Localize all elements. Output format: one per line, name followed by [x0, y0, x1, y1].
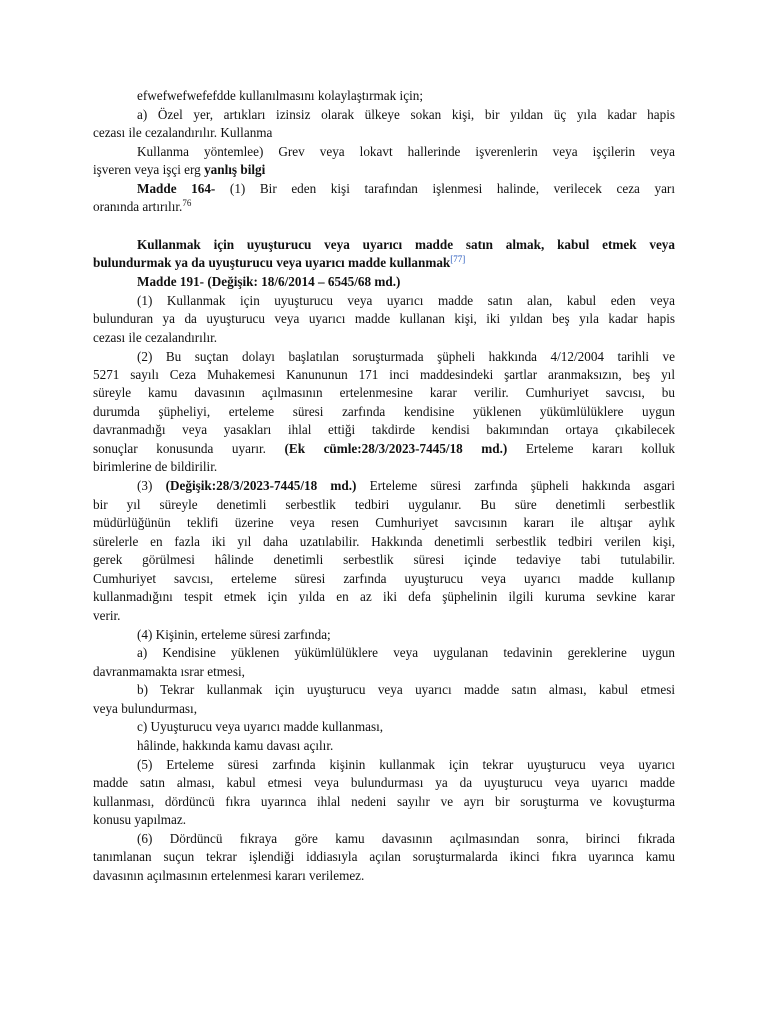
text-line: Cumhuriyet savcısı, erteleme süresi zarfında uyuşturucu veya uyarıcı madde kullanıp	[93, 571, 675, 586]
amendment-note: (Değişik:28/3/2023-7445/18 md.)	[165, 478, 357, 493]
text-line: birimlerine de bildirilir.	[93, 459, 218, 474]
section-heading	[137, 236, 675, 254]
text-line	[93, 440, 675, 458]
text-run: oranında artırılır.	[93, 199, 183, 214]
heading-line: bulundurmak ya da uyuşturucu veya uyarıcı madde kullanmak	[93, 255, 451, 270]
text-line	[93, 198, 675, 216]
text-line: verir.	[93, 608, 121, 623]
text-line: (5) Erteleme süresi zarfında kişinin kullanmak için tekrar uyuşturucu veya uyarıcı	[137, 757, 675, 772]
footnote-link[interactable]: [77]	[450, 254, 466, 264]
list-item: b) Tekrar kullanmak için uyuşturucu veya uyarıcı madde satın alması, kabul etmesi	[137, 682, 675, 697]
footnote-marker: 76	[182, 198, 192, 208]
text-line: bir yıl süreyle denetimli serbestlik tedbiri uygulanır. Bu süre denetimli serbestlik	[93, 497, 675, 512]
text-line: a) Özel yer, artıkları izinsiz olarak ülkeye sokan kişi, bir yıldan üç yıla kadar hapis	[137, 107, 675, 122]
text-line: (4) Kişinin, erteleme süresi zarfında;	[137, 627, 331, 642]
text-line: cezası ile cezalandırılır. Kullanma	[93, 125, 273, 140]
section-heading	[93, 254, 675, 272]
article-title-text: Madde 191- (Değişik: 18/6/2014 – 6545/68 md.)	[137, 274, 401, 289]
text-line: (2) Bu suçtan dolayı başlatılan soruşturmada şüpheli hakkında 4/12/2004 tarihli ve	[137, 349, 675, 364]
text-line: (1) Kullanmak için uyuşturucu veya uyarıcı madde satın alan, kabul eden veya	[137, 293, 675, 308]
list-item: c) Uyuşturucu veya uyarıcı madde kullanması,	[137, 719, 384, 734]
text-line: davranmadığı veya yasakları ihlal ettiği takdirde kendisi bakımından ortaya çıkabilecek	[93, 422, 675, 437]
text-line: konusu yapılmaz.	[93, 812, 187, 827]
text-line: cezası ile cezalandırılır.	[93, 330, 218, 345]
text-line: 5271 sayılı Ceza Muhakemesi Kanununun 171 inci maddesindeki şartlar aranmaksızın, beş yıl	[93, 367, 675, 382]
text-line: kullanmadığını tespit etmek için yılda en az iki defa şüphelinin ilgili kuruma sevkine karar	[93, 589, 675, 604]
text-line: hâlinde, hakkında kamu davası açılır.	[137, 738, 334, 753]
text-line: veya bulundurması,	[93, 701, 198, 716]
text-line: Kullanma yöntemlee) Grev veya lokavt hallerinde işverenlerin veya işçilerin veya	[137, 144, 675, 159]
text-line: kullanması, dördüncü fıkra uyarınca ihlal nedeni sayılır ve ayrı bir soruşturma ve kovuşturma	[93, 794, 675, 809]
text-line: (6) Dördüncü fıkraya göre kamu davasının açılmasından sonra, birinci fıkrada	[137, 831, 675, 846]
bold-run: yanlış bilgi	[204, 162, 266, 177]
text-line: sürelerle en fazla iki yıl daha uzatılabilir. Hakkında denetimli serbestlik tedbiri verilen kişi,	[93, 534, 675, 549]
article-number: Madde 164-	[137, 181, 216, 196]
text-line: süreyle kamu davasının açılmasının ertelenmesine karar verilir. Cumhuriyet savcısı, bu	[93, 385, 675, 400]
text-line: gerek görülmesi hâlinde denetimli serbestlik süresi içinde tedaviye tabi tutulabilir.	[93, 552, 675, 567]
text-line: müdürlüğünün teklifi üzerine veya resen Cumhuriyet savcısının kararı ile altışar aylık	[93, 515, 675, 530]
text-line	[93, 161, 675, 179]
text-run: işveren veya işçi erg	[93, 162, 201, 177]
text-line: tanımlanan suçun tekrar işlendiği iddiasıyla açılan soruşturmalarda ikinci fıkra uyarınca kamu	[93, 849, 675, 864]
text-run: (1) Bir eden kişi tarafından işlenmesi halinde, verilecek ceza yarı	[229, 181, 675, 196]
text-run: Erteleme süresi zarfında şüpheli hakkında asgari	[369, 478, 675, 493]
text-run: Erteleme kararı kolluk	[525, 441, 676, 456]
text-run: sonuçlar konusunda uyarır.	[93, 441, 266, 456]
text-run: (3)	[137, 478, 153, 493]
text-line: bulunduran ya da uyuşturucu veya uyarıcı madde kullanan kişi, iki yıldan beş yıla kadar hapis	[93, 311, 675, 326]
article-164-line	[137, 180, 675, 198]
text-line: davranmamakta ısrar etmesi,	[93, 664, 245, 679]
heading-line: Kullanmak için uyuşturucu veya uyarıcı madde satın almak, kabul etmek veya	[137, 237, 675, 252]
article-title	[137, 273, 675, 291]
list-item: a) Kendisine yüklenen yükümlülüklere veya uygulanan tedavinin gereklerine uygun	[137, 645, 675, 660]
amendment-note: (Ek cümle:28/3/2023-7445/18 md.)	[284, 441, 508, 456]
text-line: durumda şüpheliyi, erteleme süresi zarfında kendisine yüklenen yükümlülüklere uygun	[93, 404, 675, 419]
text-line: davasının açılmasının ertelenmesi kararı verilemez.	[93, 868, 365, 883]
text-line: efwefwefwefefdde kullanılmasını kolaylaştırmak için;	[137, 88, 423, 103]
text-line: madde satın alması, kabul etmesi veya bulundurması ya da uyuşturucu veya uyarıcı madde	[93, 775, 675, 790]
text-line	[137, 477, 675, 495]
